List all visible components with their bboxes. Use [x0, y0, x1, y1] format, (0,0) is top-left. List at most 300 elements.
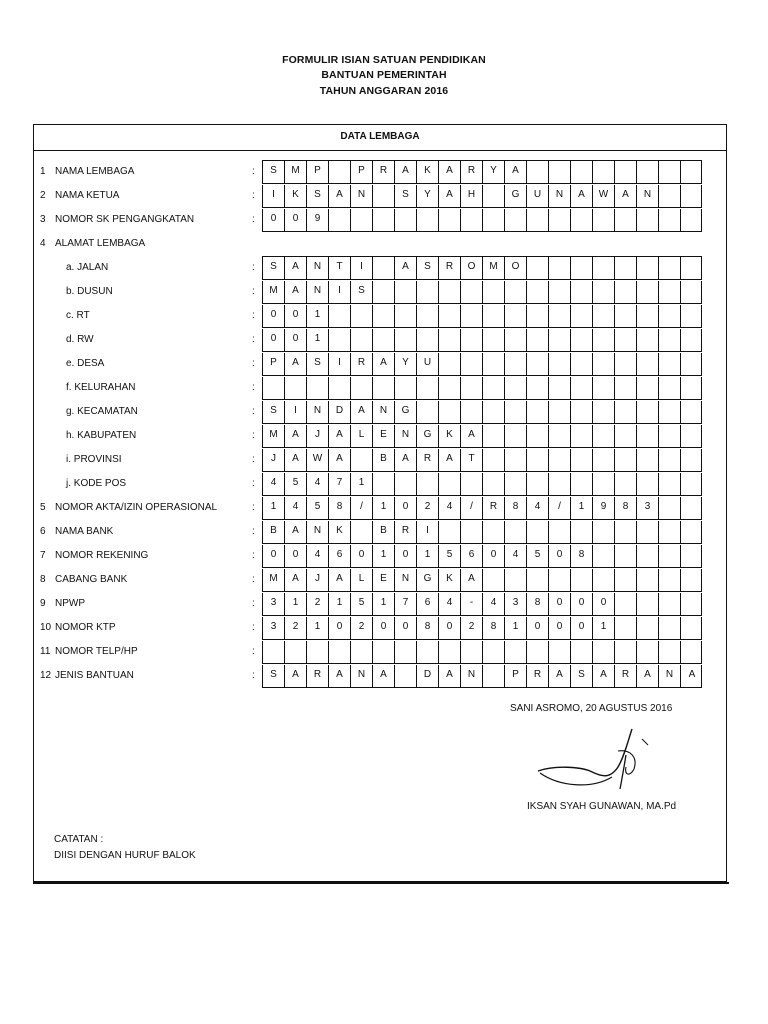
char-cell[interactable]: [527, 521, 549, 543]
char-cell[interactable]: [527, 425, 549, 447]
char-cell[interactable]: [637, 593, 659, 615]
char-cell[interactable]: [483, 305, 505, 327]
char-cell[interactable]: [681, 593, 703, 615]
char-cell[interactable]: [439, 473, 461, 495]
char-cell[interactable]: [659, 377, 681, 399]
char-cell[interactable]: 7: [329, 473, 351, 495]
char-cell[interactable]: [571, 425, 593, 447]
char-cell[interactable]: [527, 641, 549, 663]
char-cell[interactable]: [527, 449, 549, 471]
char-cell[interactable]: [373, 473, 395, 495]
char-cell[interactable]: [351, 305, 373, 327]
char-cell[interactable]: R: [307, 665, 329, 687]
char-cell[interactable]: [615, 593, 637, 615]
char-cell[interactable]: 3: [637, 497, 659, 519]
char-cell[interactable]: [351, 521, 373, 543]
char-cell[interactable]: [571, 569, 593, 591]
char-cell[interactable]: 8: [571, 545, 593, 567]
char-cell[interactable]: 1: [307, 305, 329, 327]
char-cell[interactable]: [417, 209, 439, 231]
char-cell[interactable]: N: [395, 569, 417, 591]
char-cell[interactable]: [615, 329, 637, 351]
char-cell[interactable]: L: [351, 425, 373, 447]
char-cell[interactable]: N: [351, 665, 373, 687]
char-cell[interactable]: [615, 401, 637, 423]
char-cell[interactable]: [285, 641, 307, 663]
char-cell[interactable]: 5: [527, 545, 549, 567]
char-cell[interactable]: A: [439, 161, 461, 183]
char-cell[interactable]: J: [263, 449, 285, 471]
char-cell[interactable]: 1: [505, 617, 527, 639]
char-cell[interactable]: [439, 281, 461, 303]
char-cell[interactable]: A: [285, 281, 307, 303]
char-cell[interactable]: [505, 449, 527, 471]
char-cell[interactable]: [483, 665, 505, 687]
char-cell[interactable]: [483, 185, 505, 207]
char-cell[interactable]: [527, 569, 549, 591]
char-cell[interactable]: Y: [483, 161, 505, 183]
char-cell[interactable]: M: [263, 569, 285, 591]
char-cell[interactable]: I: [351, 257, 373, 279]
char-cell[interactable]: 0: [285, 209, 307, 231]
char-cell[interactable]: A: [439, 449, 461, 471]
char-cell[interactable]: P: [307, 161, 329, 183]
char-cell[interactable]: R: [615, 665, 637, 687]
char-cell[interactable]: [439, 401, 461, 423]
char-cell[interactable]: /: [351, 497, 373, 519]
char-cell[interactable]: A: [285, 521, 307, 543]
char-cell[interactable]: [593, 257, 615, 279]
char-cell[interactable]: 7: [395, 593, 417, 615]
char-cell[interactable]: [505, 209, 527, 231]
char-cell[interactable]: [439, 521, 461, 543]
char-cell[interactable]: [681, 545, 703, 567]
char-cell[interactable]: A: [395, 257, 417, 279]
char-cell[interactable]: [571, 161, 593, 183]
char-cell[interactable]: [549, 161, 571, 183]
char-cell[interactable]: [681, 305, 703, 327]
char-cell[interactable]: [263, 641, 285, 663]
char-cell[interactable]: [439, 377, 461, 399]
char-cell[interactable]: S: [263, 401, 285, 423]
char-cell[interactable]: 8: [527, 593, 549, 615]
char-cell[interactable]: 5: [439, 545, 461, 567]
char-cell[interactable]: [285, 377, 307, 399]
char-cell[interactable]: [593, 305, 615, 327]
char-cell[interactable]: [439, 305, 461, 327]
char-cell[interactable]: [659, 593, 681, 615]
character-grid[interactable]: [262, 401, 702, 424]
char-cell[interactable]: [659, 617, 681, 639]
char-cell[interactable]: [505, 425, 527, 447]
char-cell[interactable]: [263, 377, 285, 399]
char-cell[interactable]: A: [637, 665, 659, 687]
char-cell[interactable]: R: [417, 449, 439, 471]
char-cell[interactable]: [637, 209, 659, 231]
char-cell[interactable]: [439, 641, 461, 663]
char-cell[interactable]: [505, 569, 527, 591]
char-cell[interactable]: [681, 449, 703, 471]
char-cell[interactable]: D: [329, 401, 351, 423]
char-cell[interactable]: N: [351, 185, 373, 207]
char-cell[interactable]: [615, 161, 637, 183]
char-cell[interactable]: [549, 569, 571, 591]
char-cell[interactable]: A: [285, 353, 307, 375]
char-cell[interactable]: [527, 257, 549, 279]
char-cell[interactable]: 0: [439, 617, 461, 639]
char-cell[interactable]: [593, 545, 615, 567]
char-cell[interactable]: [637, 257, 659, 279]
char-cell[interactable]: [571, 281, 593, 303]
char-cell[interactable]: A: [688, 669, 696, 680]
char-cell[interactable]: [659, 449, 681, 471]
char-cell[interactable]: O: [461, 257, 483, 279]
char-cell[interactable]: [659, 161, 681, 183]
char-cell[interactable]: Y: [395, 353, 417, 375]
char-cell[interactable]: 1: [307, 329, 329, 351]
char-cell[interactable]: [681, 257, 703, 279]
char-cell[interactable]: [593, 449, 615, 471]
char-cell[interactable]: R: [395, 521, 417, 543]
char-cell[interactable]: [395, 665, 417, 687]
char-cell[interactable]: [659, 209, 681, 231]
char-cell[interactable]: 5: [351, 593, 373, 615]
char-cell[interactable]: A: [439, 185, 461, 207]
char-cell[interactable]: [681, 161, 703, 183]
char-cell[interactable]: 8: [505, 497, 527, 519]
character-grid[interactable]: [262, 256, 702, 280]
char-cell[interactable]: [571, 473, 593, 495]
char-cell[interactable]: [659, 305, 681, 327]
char-cell[interactable]: [593, 473, 615, 495]
char-cell[interactable]: [615, 473, 637, 495]
char-cell[interactable]: R: [483, 497, 505, 519]
char-cell[interactable]: S: [307, 185, 329, 207]
char-cell[interactable]: [549, 281, 571, 303]
char-cell[interactable]: [637, 281, 659, 303]
char-cell[interactable]: [483, 425, 505, 447]
char-cell[interactable]: [593, 377, 615, 399]
char-cell[interactable]: [659, 257, 681, 279]
char-cell[interactable]: K: [329, 521, 351, 543]
char-cell[interactable]: 3: [263, 593, 285, 615]
char-cell[interactable]: [483, 641, 505, 663]
char-cell[interactable]: [527, 329, 549, 351]
char-cell[interactable]: M: [483, 257, 505, 279]
char-cell[interactable]: [461, 209, 483, 231]
char-cell[interactable]: [417, 641, 439, 663]
char-cell[interactable]: S: [395, 185, 417, 207]
character-grid[interactable]: [262, 209, 702, 232]
char-cell[interactable]: [637, 617, 659, 639]
character-grid[interactable]: [262, 569, 702, 592]
char-cell[interactable]: [549, 209, 571, 231]
char-cell[interactable]: [571, 353, 593, 375]
character-grid[interactable]: [262, 449, 702, 472]
char-cell[interactable]: T: [461, 449, 483, 471]
char-cell[interactable]: 4: [307, 545, 329, 567]
char-cell[interactable]: A: [395, 161, 417, 183]
char-cell[interactable]: E: [373, 569, 395, 591]
char-cell[interactable]: [373, 377, 395, 399]
char-cell[interactable]: [615, 521, 637, 543]
char-cell[interactable]: [549, 401, 571, 423]
char-cell[interactable]: 5: [307, 497, 329, 519]
char-cell[interactable]: [417, 473, 439, 495]
char-cell[interactable]: [659, 497, 681, 519]
char-cell[interactable]: [373, 305, 395, 327]
char-cell[interactable]: A: [549, 665, 571, 687]
char-cell[interactable]: 4: [285, 497, 307, 519]
char-cell[interactable]: A: [285, 569, 307, 591]
char-cell[interactable]: [329, 305, 351, 327]
char-cell[interactable]: K: [417, 161, 439, 183]
char-cell[interactable]: A: [461, 425, 483, 447]
char-cell[interactable]: I: [285, 401, 307, 423]
char-cell[interactable]: K: [439, 569, 461, 591]
char-cell[interactable]: [549, 353, 571, 375]
char-cell[interactable]: [571, 401, 593, 423]
char-cell[interactable]: [461, 305, 483, 327]
char-cell[interactable]: 0: [329, 617, 351, 639]
char-cell[interactable]: [549, 257, 571, 279]
char-cell[interactable]: S: [263, 665, 285, 687]
char-cell[interactable]: 1: [417, 545, 439, 567]
char-cell[interactable]: [571, 329, 593, 351]
char-cell[interactable]: 1: [373, 593, 395, 615]
character-grid[interactable]: [262, 160, 702, 184]
char-cell[interactable]: [615, 281, 637, 303]
char-cell[interactable]: [417, 377, 439, 399]
char-cell[interactable]: I: [263, 185, 285, 207]
char-cell[interactable]: 0: [263, 545, 285, 567]
char-cell[interactable]: I: [329, 281, 351, 303]
char-cell[interactable]: S: [571, 665, 593, 687]
char-cell[interactable]: G: [417, 569, 439, 591]
char-cell[interactable]: [329, 641, 351, 663]
char-cell[interactable]: 6: [329, 545, 351, 567]
char-cell[interactable]: [461, 329, 483, 351]
char-cell[interactable]: [395, 473, 417, 495]
char-cell[interactable]: M: [263, 281, 285, 303]
char-cell[interactable]: T: [329, 257, 351, 279]
char-cell[interactable]: [593, 641, 615, 663]
char-cell[interactable]: [637, 545, 659, 567]
char-cell[interactable]: [659, 545, 681, 567]
char-cell[interactable]: [483, 281, 505, 303]
char-cell[interactable]: [637, 401, 659, 423]
char-cell[interactable]: [571, 305, 593, 327]
char-cell[interactable]: [417, 281, 439, 303]
char-cell[interactable]: B: [373, 521, 395, 543]
char-cell[interactable]: [593, 281, 615, 303]
char-cell[interactable]: [681, 329, 703, 351]
char-cell[interactable]: [461, 281, 483, 303]
char-cell[interactable]: [681, 377, 703, 399]
char-cell[interactable]: [461, 377, 483, 399]
char-cell[interactable]: [505, 377, 527, 399]
char-cell[interactable]: N: [307, 401, 329, 423]
char-cell[interactable]: [417, 305, 439, 327]
char-cell[interactable]: 6: [417, 593, 439, 615]
char-cell[interactable]: [615, 449, 637, 471]
char-cell[interactable]: 4: [439, 497, 461, 519]
char-cell[interactable]: 2: [307, 593, 329, 615]
char-cell[interactable]: [483, 401, 505, 423]
char-cell[interactable]: [527, 281, 549, 303]
char-cell[interactable]: 1: [329, 593, 351, 615]
char-cell[interactable]: [505, 305, 527, 327]
char-cell[interactable]: [329, 329, 351, 351]
char-cell[interactable]: [659, 641, 681, 663]
char-cell[interactable]: [637, 329, 659, 351]
char-cell[interactable]: [527, 473, 549, 495]
char-cell[interactable]: [615, 305, 637, 327]
char-cell[interactable]: [615, 617, 637, 639]
char-cell[interactable]: [593, 353, 615, 375]
char-cell[interactable]: [527, 209, 549, 231]
char-cell[interactable]: 4: [439, 593, 461, 615]
char-cell[interactable]: [593, 569, 615, 591]
character-grid[interactable]: [262, 353, 702, 376]
char-cell[interactable]: [483, 353, 505, 375]
char-cell[interactable]: [483, 449, 505, 471]
char-cell[interactable]: [329, 377, 351, 399]
char-cell[interactable]: [395, 305, 417, 327]
char-cell[interactable]: S: [263, 257, 285, 279]
char-cell[interactable]: 0: [527, 617, 549, 639]
char-cell[interactable]: [461, 521, 483, 543]
char-cell[interactable]: R: [439, 257, 461, 279]
char-cell[interactable]: J: [307, 569, 329, 591]
char-cell[interactable]: N: [659, 665, 681, 687]
char-cell[interactable]: N: [307, 521, 329, 543]
char-cell[interactable]: [571, 209, 593, 231]
char-cell[interactable]: A: [285, 665, 307, 687]
char-cell[interactable]: 4: [307, 473, 329, 495]
char-cell[interactable]: 0: [285, 305, 307, 327]
char-cell[interactable]: S: [263, 161, 285, 183]
char-cell[interactable]: A: [461, 569, 483, 591]
char-cell[interactable]: N: [373, 401, 395, 423]
char-cell[interactable]: [593, 425, 615, 447]
char-cell[interactable]: [615, 209, 637, 231]
char-cell[interactable]: R: [461, 161, 483, 183]
char-cell[interactable]: K: [439, 425, 461, 447]
char-cell[interactable]: [483, 329, 505, 351]
char-cell[interactable]: [439, 329, 461, 351]
char-cell[interactable]: 1: [285, 593, 307, 615]
char-cell[interactable]: 8: [329, 497, 351, 519]
char-cell[interactable]: G: [505, 185, 527, 207]
char-cell[interactable]: [681, 617, 703, 639]
char-cell[interactable]: A: [439, 665, 461, 687]
char-cell[interactable]: [505, 281, 527, 303]
char-cell[interactable]: [549, 305, 571, 327]
char-cell[interactable]: [681, 401, 703, 423]
char-cell[interactable]: S: [351, 281, 373, 303]
char-cell[interactable]: [461, 401, 483, 423]
char-cell[interactable]: [483, 569, 505, 591]
char-cell[interactable]: [527, 353, 549, 375]
char-cell[interactable]: [527, 377, 549, 399]
char-cell[interactable]: [527, 305, 549, 327]
char-cell[interactable]: [329, 161, 351, 183]
char-cell[interactable]: 0: [395, 617, 417, 639]
char-cell[interactable]: [373, 209, 395, 231]
char-cell[interactable]: [593, 209, 615, 231]
char-cell[interactable]: D: [417, 665, 439, 687]
char-cell[interactable]: [549, 473, 571, 495]
char-cell[interactable]: 6: [461, 545, 483, 567]
char-cell[interactable]: [351, 377, 373, 399]
char-cell[interactable]: [681, 185, 703, 207]
char-cell[interactable]: 1: [373, 497, 395, 519]
char-cell[interactable]: 0: [263, 209, 285, 231]
char-cell[interactable]: [417, 329, 439, 351]
char-cell[interactable]: [571, 257, 593, 279]
character-grid[interactable]: [262, 281, 702, 304]
char-cell[interactable]: [593, 401, 615, 423]
char-cell[interactable]: A: [571, 185, 593, 207]
char-cell[interactable]: 0: [263, 305, 285, 327]
char-cell[interactable]: [505, 329, 527, 351]
char-cell[interactable]: R: [373, 161, 395, 183]
char-cell[interactable]: [461, 641, 483, 663]
char-cell[interactable]: A: [593, 665, 615, 687]
char-cell[interactable]: G: [395, 401, 417, 423]
char-cell[interactable]: [461, 473, 483, 495]
char-cell[interactable]: [395, 209, 417, 231]
char-cell[interactable]: 8: [615, 497, 637, 519]
char-cell[interactable]: 2: [461, 617, 483, 639]
char-cell[interactable]: [659, 569, 681, 591]
char-cell[interactable]: [351, 329, 373, 351]
char-cell[interactable]: [615, 569, 637, 591]
char-cell[interactable]: 5: [285, 473, 307, 495]
char-cell[interactable]: A: [615, 185, 637, 207]
char-cell[interactable]: 8: [417, 617, 439, 639]
char-cell[interactable]: [395, 377, 417, 399]
char-cell[interactable]: [615, 257, 637, 279]
char-cell[interactable]: [681, 497, 703, 519]
char-cell[interactable]: [615, 545, 637, 567]
character-grid[interactable]: [262, 473, 702, 496]
char-cell[interactable]: [637, 569, 659, 591]
char-cell[interactable]: A: [373, 353, 395, 375]
char-cell[interactable]: [681, 425, 703, 447]
char-cell[interactable]: U: [527, 185, 549, 207]
char-cell[interactable]: [681, 353, 703, 375]
char-cell[interactable]: B: [373, 449, 395, 471]
char-cell[interactable]: A: [285, 449, 307, 471]
char-cell[interactable]: [637, 353, 659, 375]
char-cell[interactable]: A: [329, 449, 351, 471]
char-cell[interactable]: [483, 521, 505, 543]
char-cell[interactable]: A: [285, 257, 307, 279]
char-cell[interactable]: 0: [351, 545, 373, 567]
char-cell[interactable]: [681, 641, 703, 663]
char-cell[interactable]: [637, 641, 659, 663]
char-cell[interactable]: P: [351, 161, 373, 183]
char-cell[interactable]: S: [307, 353, 329, 375]
char-cell[interactable]: K: [285, 185, 307, 207]
char-cell[interactable]: [659, 353, 681, 375]
char-cell[interactable]: N: [461, 665, 483, 687]
char-cell[interactable]: [373, 329, 395, 351]
char-cell[interactable]: S: [417, 257, 439, 279]
char-cell[interactable]: [439, 209, 461, 231]
